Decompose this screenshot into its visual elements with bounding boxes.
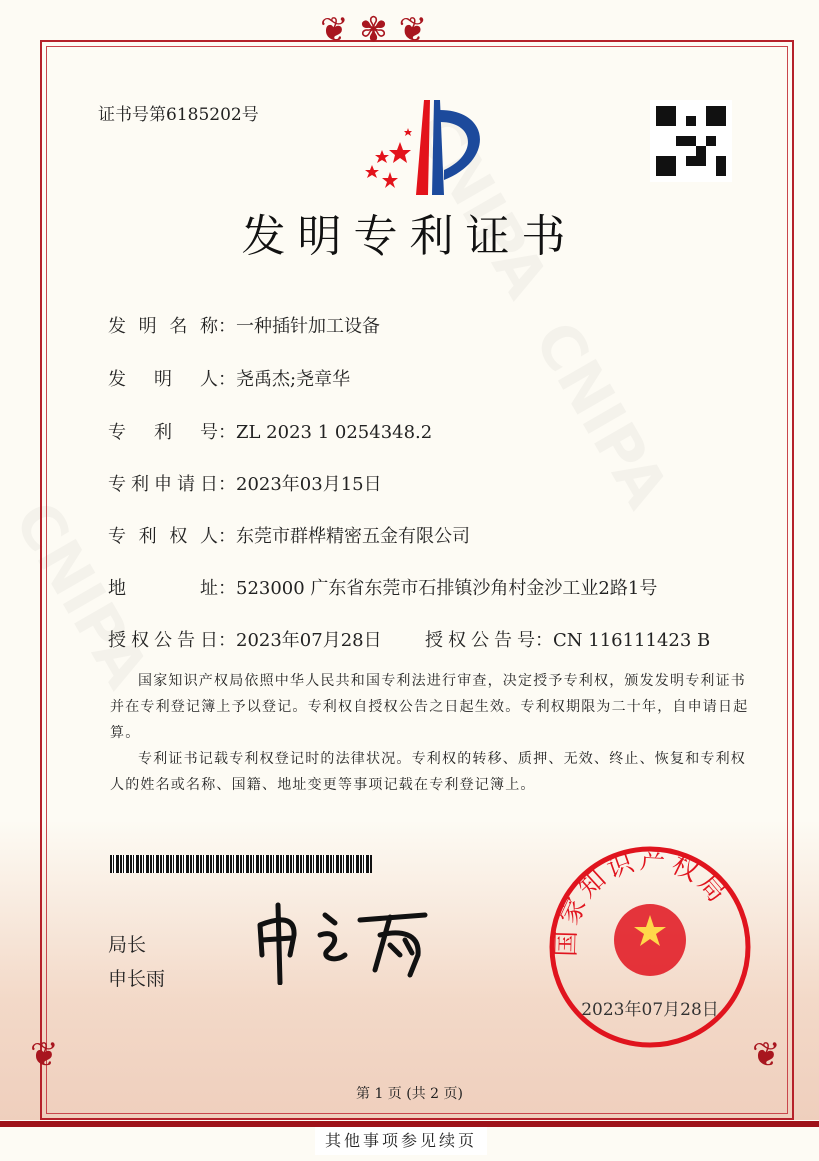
certificate-number: 证书号第6185202号	[98, 105, 259, 125]
seal-date: 2023年07月28日	[581, 1000, 719, 1020]
field-invention-name: 发 明 名 称：一种插针加工设备	[108, 312, 380, 338]
field-value: ZL 2023 1 0254348.2	[236, 422, 433, 443]
field-value: 2023年03月15日	[236, 474, 382, 495]
director-title: 局长	[108, 934, 147, 956]
field-value: 尧禹杰;尧章华	[236, 369, 351, 390]
field-value: 2023年07月28日	[236, 630, 382, 651]
signature	[250, 895, 440, 985]
field-value: 一种插针加工设备	[236, 316, 380, 337]
field-patentee: 专 利 权 人：东莞市群桦精密五金有限公司	[108, 522, 470, 548]
ornament-corner-icon: ❦	[752, 1035, 781, 1075]
page-number: 第 1 页 (共 2 页)	[356, 1086, 463, 1102]
statement-paragraph: 国家知识产权局依照中华人民共和国专利法进行审查，决定授予专利权，颁发发明专利证书并在专利登记簿上予以登记。专利权自授权公告之日起生效。专利权期限为二十年，自申请日起算。	[110, 673, 749, 741]
continued-note: 其他事项参见续页	[315, 1127, 487, 1155]
field-label: 发 明 名 称	[108, 316, 218, 337]
field-label: 发 明 人	[108, 369, 218, 390]
field-patent-number: 专 利 号：ZL 2023 1 0254348.2	[108, 418, 432, 444]
field-announcement-number: 授权公告号：CN 116111423 B	[425, 626, 710, 652]
field-label: 专 利 权 人	[108, 526, 218, 547]
field-label: 专 利 号	[108, 422, 218, 443]
field-label: 地 址	[108, 578, 218, 599]
official-seal	[548, 845, 752, 1049]
field-value: 523000 广东省东莞市石排镇沙角村金沙工业2路1号	[236, 578, 658, 599]
barcode	[110, 855, 372, 873]
document-title: 发明专利证书	[241, 211, 578, 262]
ornament-corner-icon: ❦	[30, 1035, 59, 1075]
field-grant-date: 授权公告日：2023年07月28日	[108, 626, 382, 652]
field-inventors: 发 明 人：尧禹杰;尧章华	[108, 365, 350, 391]
field-label: 专利申请日	[108, 474, 218, 495]
ornament-top-icon: ❦ ✾ ❦	[320, 10, 428, 50]
cnipa-logo-icon	[360, 100, 490, 200]
field-value: CN 116111423 B	[553, 630, 711, 651]
director-name: 申长雨	[108, 968, 166, 990]
field-label: 授权公告日	[108, 630, 218, 651]
statement-paragraph: 专利证书记载专利权登记时的法律状况。专利权的转移、质押、无效、终止、恢复和专利权人的姓名或名称、国籍、地址变更等事项记载在专利登记簿上。	[110, 751, 746, 793]
seal-text: 国家知识产权局	[551, 845, 735, 958]
field-value: 东莞市群桦精密五金有限公司	[236, 526, 470, 547]
qr-code	[650, 100, 732, 182]
field-label: 授权公告号	[425, 630, 535, 651]
field-address: 地 址：523000 广东省东莞市石排镇沙角村金沙工业2路1号	[108, 574, 657, 600]
field-filing-date: 专利申请日：2023年03月15日	[108, 470, 382, 496]
